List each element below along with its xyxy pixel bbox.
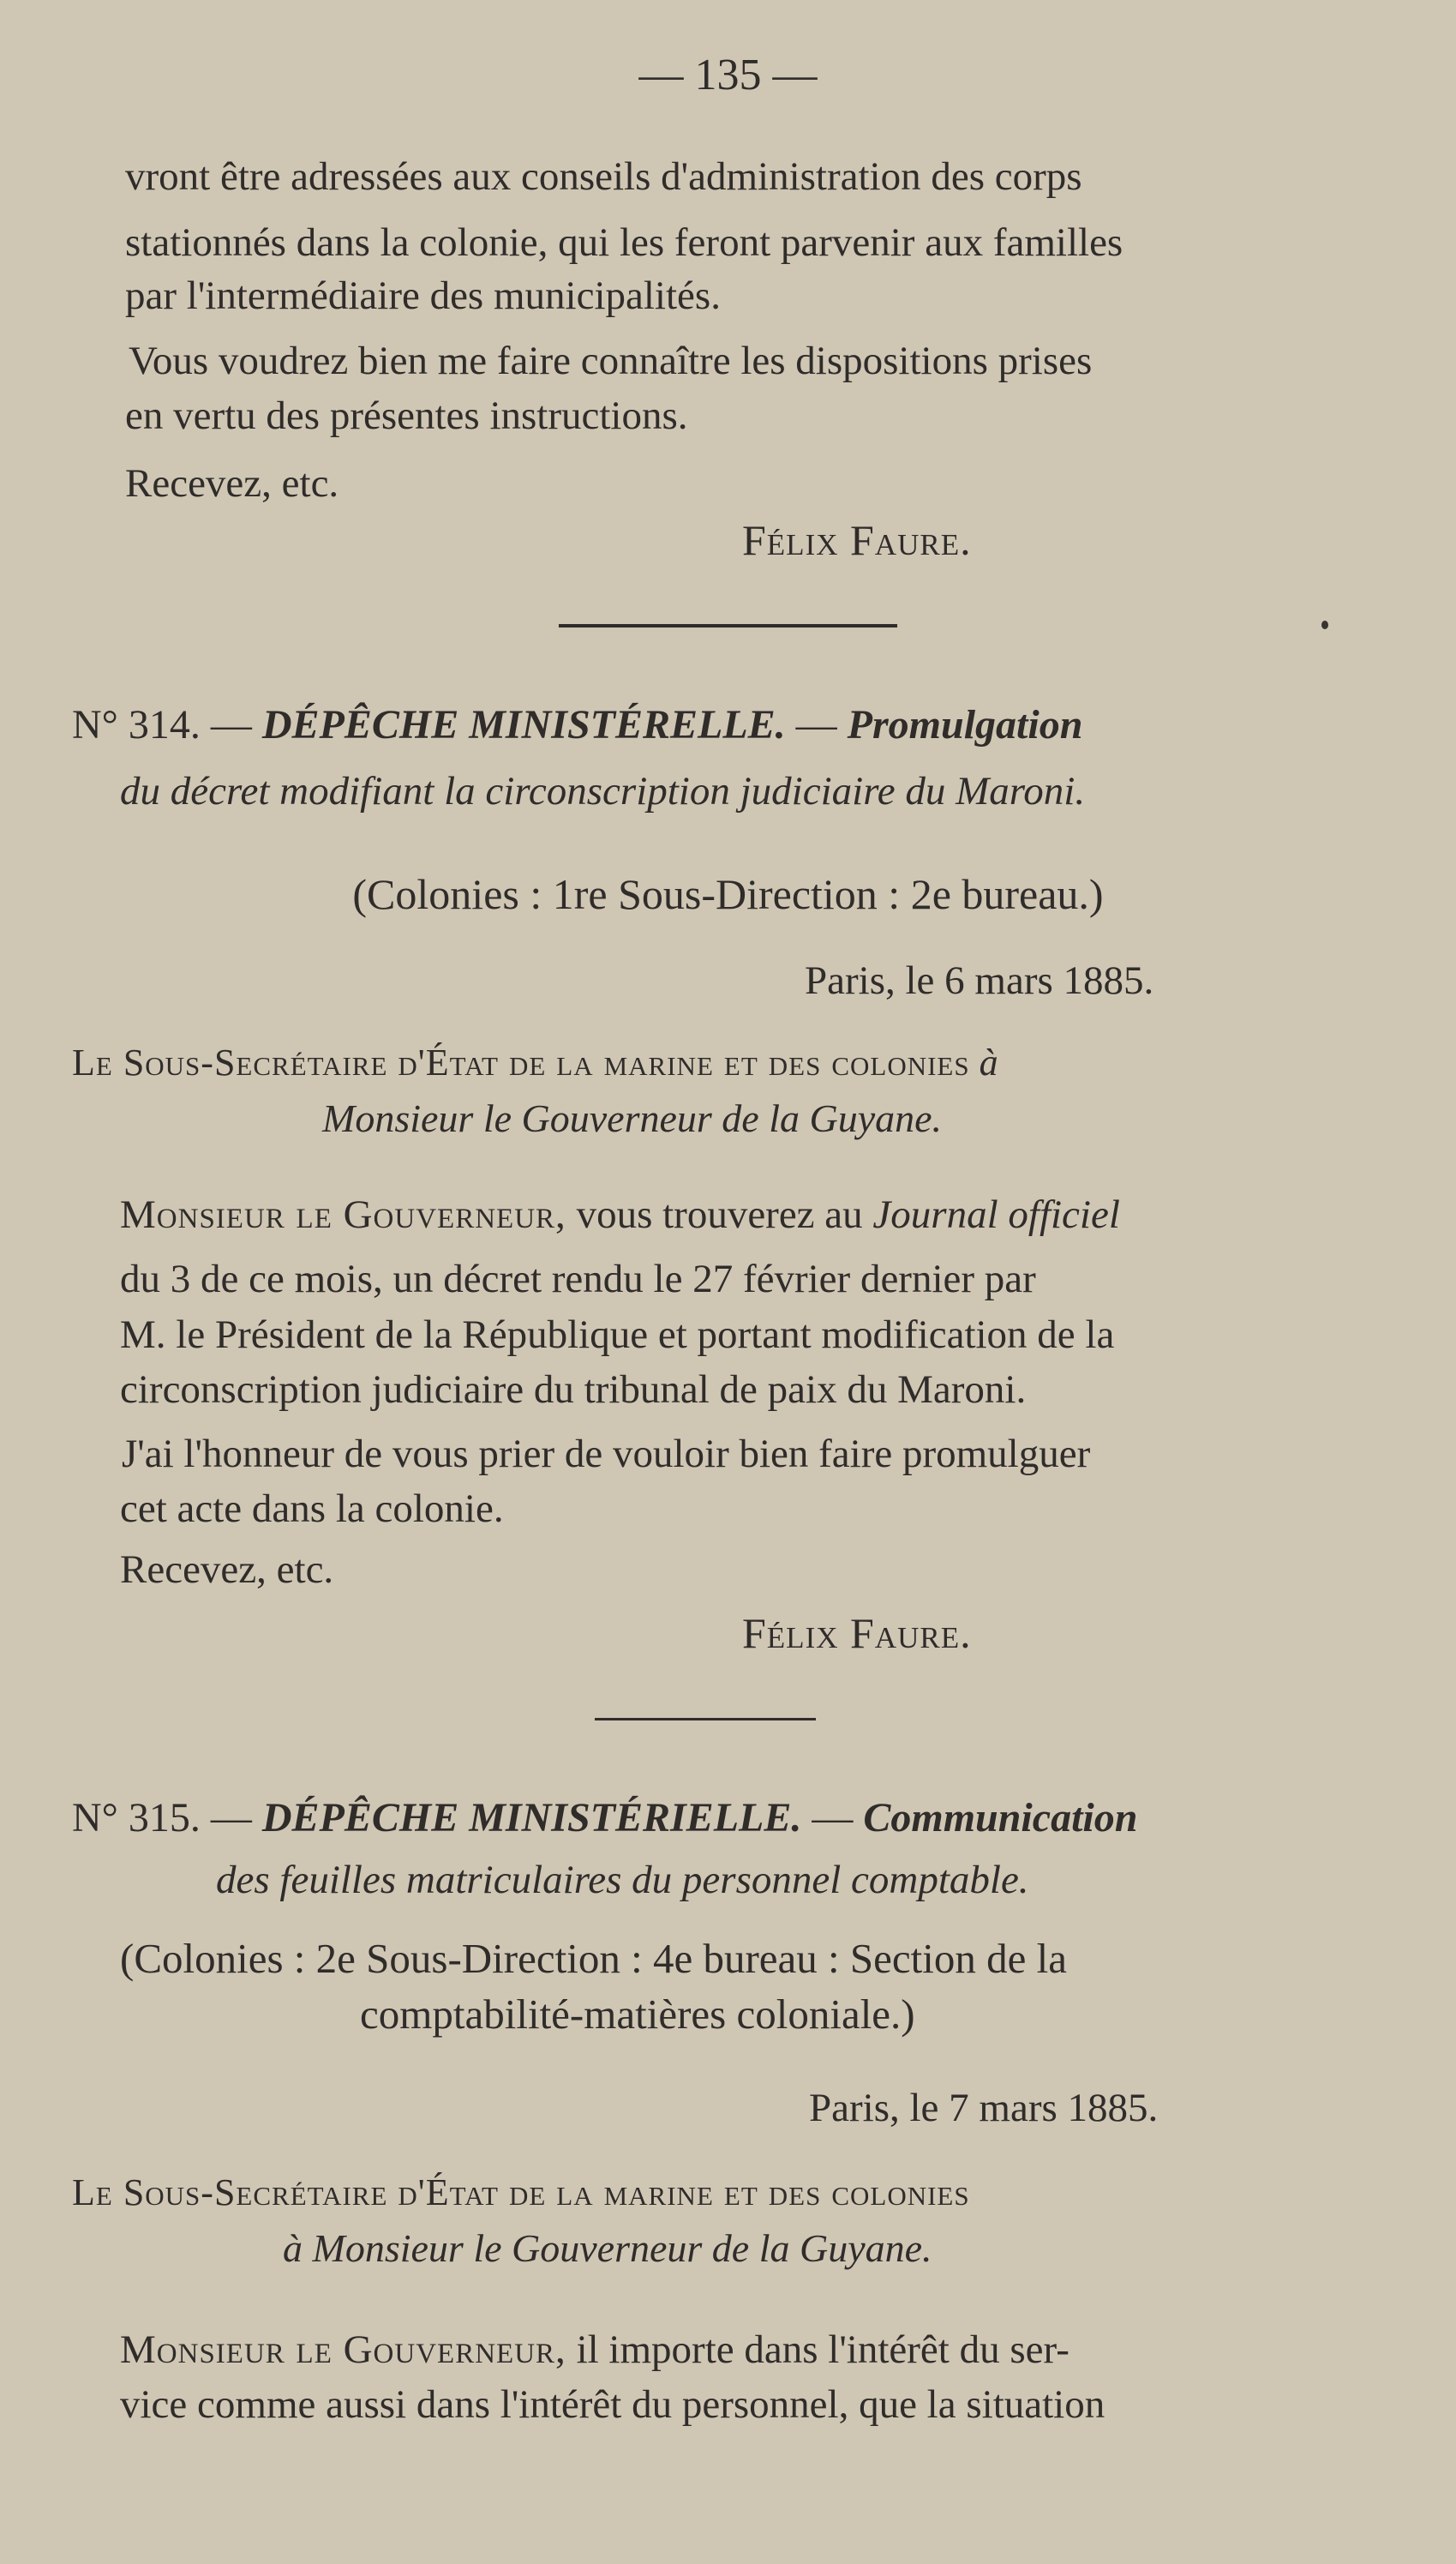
body-line: vice comme aussi dans l'intérêt du personnel, que la situation: [120, 2382, 1105, 2427]
dash: —: [785, 702, 848, 748]
direction: (Colonies : 1re Sous-Direction : 2e bureau.): [352, 870, 1104, 918]
signature: Félix Faure.: [742, 516, 972, 564]
body-line: du 3 de ce mois, un décret rendu le 27 février dernier par: [120, 1257, 1036, 1301]
direction: comptabilité-matières coloniale.): [360, 1991, 915, 2038]
doc-number: N° 314.: [72, 702, 201, 748]
text: vous trouverez au: [576, 1192, 863, 1237]
doc-subject: Communication: [863, 1795, 1138, 1840]
closing: Recevez, etc.: [120, 1547, 334, 1592]
doc-heading-314: [72, 702, 1375, 748]
signature: Félix Faure.: [742, 1609, 972, 1657]
doc-number: N° 315.: [72, 1795, 201, 1840]
dash: —: [801, 1795, 864, 1840]
salutation: Monsieur le Gouverneur,: [120, 1192, 566, 1237]
ink-mark: [1321, 621, 1328, 629]
addressee-tail: à: [979, 1042, 998, 1084]
doc-subject: Promulgation: [847, 702, 1083, 748]
journal-title: Journal officiel: [872, 1192, 1120, 1237]
text-line: en vertu des présentes instructions.: [125, 393, 688, 438]
text-line: stationnés dans la colonie, qui les feront parvenir aux familles: [125, 220, 1123, 265]
separator-rule: [559, 624, 897, 627]
dash: —: [200, 702, 262, 748]
body-line: cet acte dans la colonie.: [120, 1486, 504, 1531]
body-line: [120, 2327, 1070, 2372]
text-line: Vous voudrez bien me faire connaître les dispositions prises: [129, 339, 1093, 383]
place-date: Paris, le 7 mars 1885.: [809, 2086, 1159, 2130]
text-line: vront être adressées aux conseils d'administration des corps: [125, 154, 1082, 199]
addressee-line: à Monsieur le Gouverneur de la Guyane.: [283, 2226, 932, 2270]
addressee-line: Monsieur le Gouverneur de la Guyane.: [322, 1096, 943, 1140]
addressee: [72, 1044, 1375, 1082]
text: il importe dans l'intérêt du ser-: [576, 2327, 1070, 2372]
doc-title: DÉPÊCHE MINISTÉRELLE.: [261, 702, 786, 748]
doc-subject-line: des feuilles matriculaires du personnel comptable.: [216, 1858, 1029, 1902]
text-line: par l'intermédiaire des municipalités.: [125, 273, 721, 318]
doc-title: DÉPÊCHE MINISTÉRIELLE.: [261, 1795, 802, 1840]
body-line: [120, 1192, 1368, 1237]
doc-heading-315: [72, 1795, 1375, 1840]
closing: Recevez, etc.: [125, 461, 339, 506]
dash: —: [200, 1795, 262, 1840]
body-line: M. le Président de la République et portant modification de la: [120, 1312, 1115, 1357]
addressee-line: Le Sous-Secrétaire d'État de la marine et des colonies: [72, 1042, 970, 1084]
doc-subject-line: du décret modifiant la circonscription judiciaire du Maroni.: [120, 769, 1086, 814]
body-line: circonscription judiciaire du tribunal de paix du Maroni.: [120, 1367, 1027, 1412]
direction: (Colonies : 2e Sous-Direction : 4e bureau : Section de la: [120, 1935, 1067, 1982]
separator-rule: [595, 1718, 816, 1720]
place-date: Paris, le 6 mars 1885.: [805, 958, 1154, 1003]
salutation: Monsieur le Gouverneur,: [120, 2327, 566, 2372]
body-line: J'ai l'honneur de vous prier de vouloir bien faire promulguer: [122, 1432, 1091, 1476]
addressee-line: Le Sous-Secrétaire d'État de la marine et des colonies: [72, 2171, 970, 2213]
page-number: — 135 —: [638, 51, 818, 99]
